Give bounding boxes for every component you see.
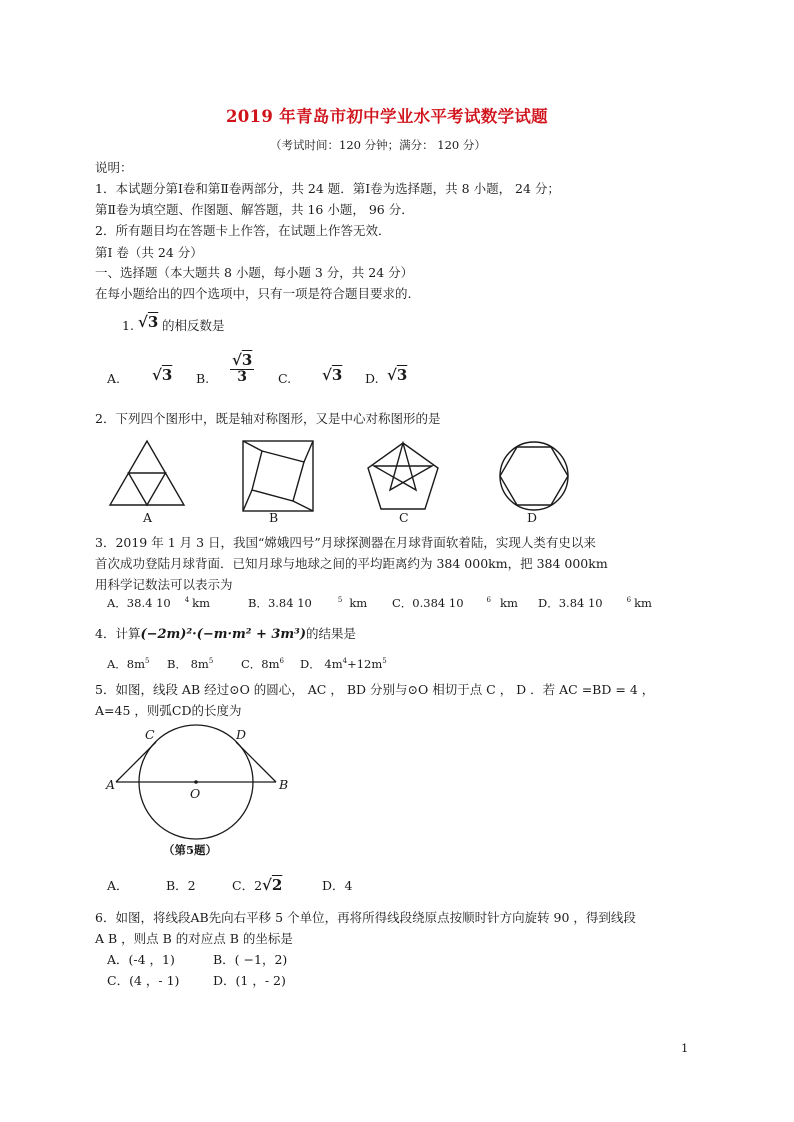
q5-option-c-radicand: 2 [271, 876, 283, 894]
figure-b-square [243, 441, 313, 511]
q5-option-c [232, 878, 282, 893]
q3-option-a-unit: km [192, 596, 211, 610]
q1-option-b-radicand: 3 [241, 351, 253, 369]
q5-label-c: C [145, 727, 155, 742]
q4-option-b-text: B． 8m [167, 657, 209, 671]
q4-option-d-text: D． 4m [300, 657, 343, 671]
q4-prefix: 4．计算 [95, 626, 141, 641]
q1-option-d-label: D. [365, 371, 379, 386]
instructions-line-2: 第Ⅱ卷为填空题、作图题、解答题，共 16 小题， 96 分． [95, 202, 414, 217]
q3-line-2: 首次成功登陆月球背面．已知月球与地球之间的平均距离约为 384 000km，把 384 000km [95, 556, 608, 571]
q1-option-d-radicand: 3 [396, 366, 408, 384]
q3-option-b-text: B．3.84 10 [248, 596, 312, 610]
q3-option-a-text: A．38.4 10 [107, 596, 171, 610]
q3-option-d [538, 598, 652, 610]
q5-label-b: B [279, 777, 289, 792]
q5-tangent-bd [236, 742, 276, 782]
q6-option-c: C．(4 ，- 1) [107, 973, 180, 988]
instructions-line-3: 2．所有题目均在答题卡上作答，在试题上作答无效． [95, 223, 391, 238]
q3-option-a-exp: 4 [184, 596, 190, 604]
q1-option-c-value: √3 [322, 366, 343, 384]
q5-line-1: 5．如图，线段 AB 经过⊙O 的圆心， AC ， BD 分别与⊙O 相切于点 C ， D ．若 AC =BD = 4 ， [95, 682, 655, 697]
q3-option-c [392, 598, 518, 610]
page-number: 1 [681, 1041, 689, 1055]
figure-d-circle-hexagon [500, 442, 568, 510]
q4-option-c [241, 659, 284, 671]
q4-option-c-text: C．8m [241, 657, 280, 671]
section-heading: 一、选择题（本大题共 8 小题，每小题 3 分，共 24 分） [95, 265, 414, 280]
q3-option-b-exp: 5 [337, 596, 343, 604]
q4-option-c-exp: 6 [279, 657, 284, 665]
q5-label-a: A [106, 777, 116, 792]
q2-figures [100, 435, 590, 527]
exam-subtitle: （考试时间：120 分钟；满分： 120 分） [270, 138, 486, 152]
q4-option-d-exp2: 5 [382, 657, 387, 665]
q3-option-c-unit: km [499, 596, 518, 610]
q2-label-b: B [269, 510, 279, 525]
q1-number: 1. [122, 318, 134, 333]
q1-option-b-denominator: 3 [237, 368, 248, 385]
q1-radicand: 3 [147, 313, 159, 331]
q5-option-d: D．4 [322, 878, 353, 893]
q4-option-d [300, 659, 387, 671]
figure-a-triangle [110, 441, 184, 505]
q1-option-d-value: √3 [387, 366, 408, 384]
instructions-line-1: 1．本试题分第Ⅰ卷和第Ⅱ卷两部分，共 24 题．第Ⅰ卷为选择题，共 8 小题， 24 分； [95, 181, 560, 196]
q4-suffix: 的结果是 [306, 626, 357, 641]
q5-option-c-text: C．2 [232, 878, 263, 893]
q3-option-b [248, 598, 367, 610]
q6-option-b: B．( −1，2) [213, 952, 288, 967]
q4-option-b-exp: 5 [208, 657, 214, 665]
q6-line-2: A B ，则点 B 的对应点 B 的坐标是 [95, 931, 293, 946]
q5-option-c-sqrt: √2 [262, 876, 283, 894]
q3-line-1: 3．2019 年 1 月 3 日，我国“嫦娥四号”月球探测器在月球背面软着陆，实现人类有史以来 [95, 535, 596, 550]
q3-option-b-unit: km [349, 596, 368, 610]
page-title: 2019 年青岛市初中学业水平考试数学试题 [226, 107, 548, 126]
q5-caption: （第5题） [163, 843, 218, 857]
q1-option-c-radicand: 3 [331, 366, 343, 384]
q1-sqrt3: √3 [138, 313, 159, 331]
q1-option-a-radicand: 3 [161, 366, 173, 384]
q3-option-d-unit: km [634, 596, 652, 610]
q3-option-c-text: C．0.384 10 [392, 596, 464, 610]
q4-option-d-exp1: 4 [342, 657, 348, 665]
instructions-label: 说明： [95, 160, 133, 175]
q4-option-a [107, 659, 150, 671]
q2-label-c: C [399, 510, 409, 525]
q5-label-d: D [236, 727, 247, 742]
q2-question-text: 2．下列四个图形中，既是轴对称图形，又是中心对称图形的是 [95, 411, 441, 426]
q5-label-o: O [190, 786, 201, 801]
q4-option-a-text: A．8m [107, 657, 146, 671]
q5-option-a: A． [107, 878, 129, 893]
q2-label-a: A [143, 510, 153, 525]
q3-line-3: 用科学记数法可以表示为 [95, 577, 233, 592]
q6-option-a: A．(-4 ，1) [107, 952, 175, 967]
q1-option-a-label: A. [107, 371, 121, 386]
q5-line-2: A=45 ，则弧CD的长度为 [95, 703, 242, 718]
q4-option-d-mid: +12m [347, 657, 383, 671]
q2-label-d: D [527, 510, 538, 525]
q4-option-a-exp: 5 [145, 657, 150, 665]
section-title: 第Ⅰ 卷（共 24 分） [95, 245, 203, 260]
q3-option-d-exp: 6 [626, 596, 632, 604]
q3-option-d-text: D．3.84 10 [538, 596, 603, 610]
q1-option-b-numerator: √3 [232, 351, 253, 369]
q4-option-b [167, 659, 213, 671]
section-description: 在每小题给出的四个选项中，只有一项是符合题目要求的. [95, 286, 412, 301]
q6-option-d: D．(1 ，- 2) [213, 973, 286, 988]
q1-question-text: 的相反数是 [162, 318, 225, 333]
q1-option-b-label: B. [196, 371, 210, 386]
q5-tangent-ac [116, 742, 156, 782]
q1-option-b-fraction [230, 352, 254, 385]
q3-option-a [107, 598, 210, 610]
q6-line-1: 6．如图，将线段AB先向右平移 5 个单位，再将所得线段绕原点按顺时针方向旋转 90 ，得到线段 [95, 910, 636, 925]
figure-c-pentagon-star [368, 443, 438, 509]
q5-option-b: B．2 [166, 878, 196, 893]
q4-question [95, 628, 356, 641]
q1-option-a-value: √3 [152, 366, 173, 384]
q5-figure [100, 724, 300, 842]
q1-option-c-label: C. [278, 371, 292, 386]
q3-option-c-exp: 6 [486, 596, 491, 604]
q4-expression: (−2m)²·(−m·m² + 3m³) [140, 627, 307, 642]
q5-center-point [194, 780, 198, 784]
